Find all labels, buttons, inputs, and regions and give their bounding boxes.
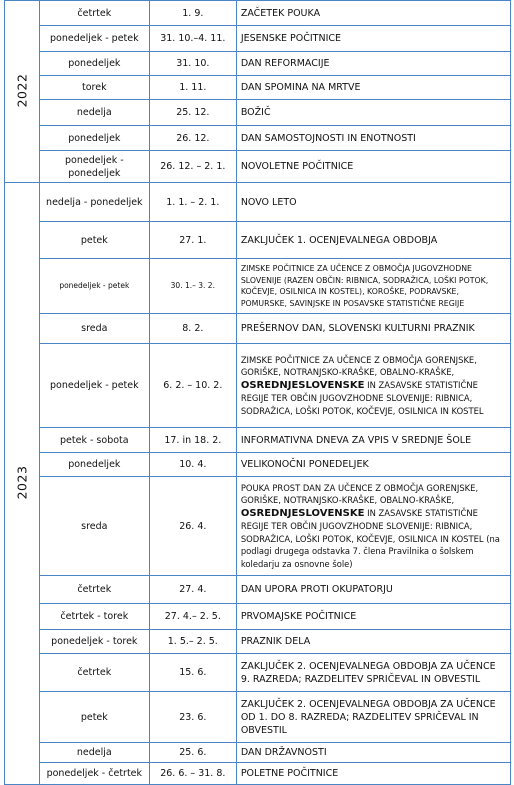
date-cell: 15. 6. <box>149 654 236 692</box>
day-cell: sreda <box>39 314 149 344</box>
day-cell: ponedeljek - torek <box>39 630 149 654</box>
date-cell: 25. 6. <box>149 743 236 763</box>
day-cell: ponedeljek - petek <box>39 344 149 428</box>
date-cell: 6. 2. – 10. 2. <box>149 344 236 428</box>
date-cell: 30. 1.– 3. 2. <box>149 259 236 314</box>
date-cell: 31. 10. <box>149 52 236 76</box>
table-row <box>5 428 511 453</box>
day-cell: torek <box>39 76 149 100</box>
table-row <box>5 763 511 785</box>
date-cell: 27. 4. <box>149 576 236 604</box>
year-label: 2023 <box>14 465 30 500</box>
event-text: ZIMSKE POČITNICE ZA UČENCE Z OBMOČJA GORENJSKE, GORIŠKE, NOTRANJSKO-KRAŠKE, OBALNO-KRAŠKE, <box>240 354 477 378</box>
table-row <box>5 222 511 259</box>
event-cell: BOŽIČ <box>236 100 510 126</box>
date-cell: 26. 6. – 31. 8. <box>149 763 236 785</box>
event-cell: ZAKLJUČEK 2. OCENJEVALNEGA OBDOBJA ZA UČENCE OD 1. DO 8. RAZREDA; RAZDELITEV SPRIČEVAL IN OBVESTIL <box>236 692 510 743</box>
event-cell: ZIMSKE POČITNICE ZA UČENCE Z OBMOČJA JUGOVZHODNE SLOVENIJE (RAZEN OBČIN: RIBNICA, SODRAŽICA, LOŠKI POTOK, KOČEVJE, OSILNICA IN KOSTEL), KOROŠKE, PODRAVSKE, POMURSKE, SAVINJSKE IN POSAVSKE STATISTIČNE REGIJE <box>236 259 510 314</box>
day-cell: ponedeljek <box>39 126 149 151</box>
table-row <box>5 344 511 428</box>
table-row <box>5 743 511 763</box>
table-row <box>5 654 511 692</box>
day-cell: četrtek <box>39 654 149 692</box>
date-cell: 27. 4.– 2. 5. <box>149 604 236 630</box>
event-cell: PREŠERNOV DAN, SLOVENSKI KULTURNI PRAZNIK <box>236 314 510 344</box>
date-cell: 8. 2. <box>149 314 236 344</box>
event-cell: ZAKLJUČEK 1. OCENJEVALNEGA OBDOBJA <box>236 222 510 259</box>
event-bold-text: OSREDNJESLOVENSKE <box>240 379 365 391</box>
table-row <box>5 52 511 76</box>
day-cell: nedelja - ponedeljek <box>39 183 149 222</box>
date-cell: 31. 10.–4. 11. <box>149 26 236 52</box>
day-cell: nedelja <box>39 100 149 126</box>
day-cell: petek - sobota <box>39 428 149 453</box>
event-cell: PRAZNIK DELA <box>236 630 510 654</box>
table-row <box>5 477 511 576</box>
day-cell: ponedeljek - četrtek <box>39 763 149 785</box>
event-cell: DAN SPOMINA NA MRTVE <box>236 76 510 100</box>
date-cell: 27. 1. <box>149 222 236 259</box>
event-cell: VELIKONOČNI PONEDELJEK <box>236 453 510 477</box>
year-2023-cell <box>5 183 40 785</box>
table-row <box>5 604 511 630</box>
table-row <box>5 100 511 126</box>
event-cell: DAN UPORA PROTI OKUPATORJU <box>236 576 510 604</box>
event-bold-text: OSREDNJESLOVENSKE <box>240 507 365 519</box>
year-2022-cell <box>5 1 40 183</box>
event-cell: PRVOMAJSKE POČITNICE <box>236 604 510 630</box>
event-cell: INFORMATIVNA DNEVA ZA VPIS V SREDNJE ŠOLE <box>236 428 510 453</box>
table-row <box>5 126 511 151</box>
table-row <box>5 151 511 183</box>
table-row <box>5 576 511 604</box>
event-cell: POLETNE POČITNICE <box>236 763 510 785</box>
date-cell: 26. 4. <box>149 477 236 576</box>
event-text: POUKA PROST DAN ZA UČENCE Z OBMOČJA GORENJSKE, GORIŠKE, NOTRANJSKO-KRAŠKE, OBALNO-KRAŠKE, <box>240 482 479 506</box>
event-text: IN ZASAVSKE STATISTIČNE REGIJE TER OBČIN JUGOVZHODNE SLOVENIJE: RIBNICA, SODRAŽICA, LOŠKI POTOK, KOČEVJE, OSILNICA IN KOSTEL (na podlagi drugega odstavka 7. člena Pravilnika o šolskem koledarju za osnovne šole) <box>240 507 500 569</box>
event-cell <box>236 477 510 576</box>
table-row <box>5 630 511 654</box>
table-row <box>5 1 511 26</box>
date-cell: 1. 9. <box>149 1 236 26</box>
event-cell: JESENSKE POČITNICE <box>236 26 510 52</box>
day-cell: ponedeljek <box>39 52 149 76</box>
table-row <box>5 259 511 314</box>
day-cell: četrtek - torek <box>39 604 149 630</box>
event-cell: ZAČETEK POUKA <box>236 1 510 26</box>
date-cell: 23. 6. <box>149 692 236 743</box>
day-cell: petek <box>39 692 149 743</box>
day-cell: ponedeljek - petek <box>39 259 149 314</box>
date-cell: 1. 1. – 2. 1. <box>149 183 236 222</box>
date-cell: 10. 4. <box>149 453 236 477</box>
event-cell: DAN DRŽAVNOSTI <box>236 743 510 763</box>
day-cell: ponedeljek - ponedeljek <box>39 151 149 183</box>
date-cell: 26. 12. <box>149 126 236 151</box>
table-row <box>5 692 511 743</box>
date-cell: 1. 11. <box>149 76 236 100</box>
table-row <box>5 183 511 222</box>
event-cell: NOVOLETNE POČITNICE <box>236 151 510 183</box>
school-calendar-table <box>4 0 511 785</box>
date-cell: 17. in 18. 2. <box>149 428 236 453</box>
year-label: 2022 <box>14 73 30 108</box>
date-cell: 25. 12. <box>149 100 236 126</box>
event-text: IN ZASAVSKE STATISTIČNE REGIJE TER OBČIN JUGOVZHODNE SLOVENIJE: RIBNICA, SODRAŽICA, LOŠKI POTOK, KOČEVJE, OSILNICA IN KOSTEL <box>240 379 484 416</box>
table-row <box>5 453 511 477</box>
day-cell: petek <box>39 222 149 259</box>
event-cell: DAN REFORMACIJE <box>236 52 510 76</box>
event-cell <box>236 344 510 428</box>
day-cell: nedelja <box>39 743 149 763</box>
table-row <box>5 26 511 52</box>
event-cell: DAN SAMOSTOJNOSTI IN ENOTNOSTI <box>236 126 510 151</box>
event-cell: NOVO LETO <box>236 183 510 222</box>
day-cell: sreda <box>39 477 149 576</box>
date-cell: 1. 5.– 2. 5. <box>149 630 236 654</box>
day-cell: ponedeljek <box>39 453 149 477</box>
day-cell: četrtek <box>39 576 149 604</box>
day-cell: četrtek <box>39 1 149 26</box>
date-cell: 26. 12. – 2. 1. <box>149 151 236 183</box>
table-row <box>5 314 511 344</box>
event-cell: ZAKLJUČEK 2. OCENJEVALNEGA OBDOBJA ZA UČENCE 9. RAZREDA; RAZDELITEV SPRIČEVAL IN OBVESTIL <box>236 654 510 692</box>
day-cell: ponedeljek - petek <box>39 26 149 52</box>
table-row <box>5 76 511 100</box>
